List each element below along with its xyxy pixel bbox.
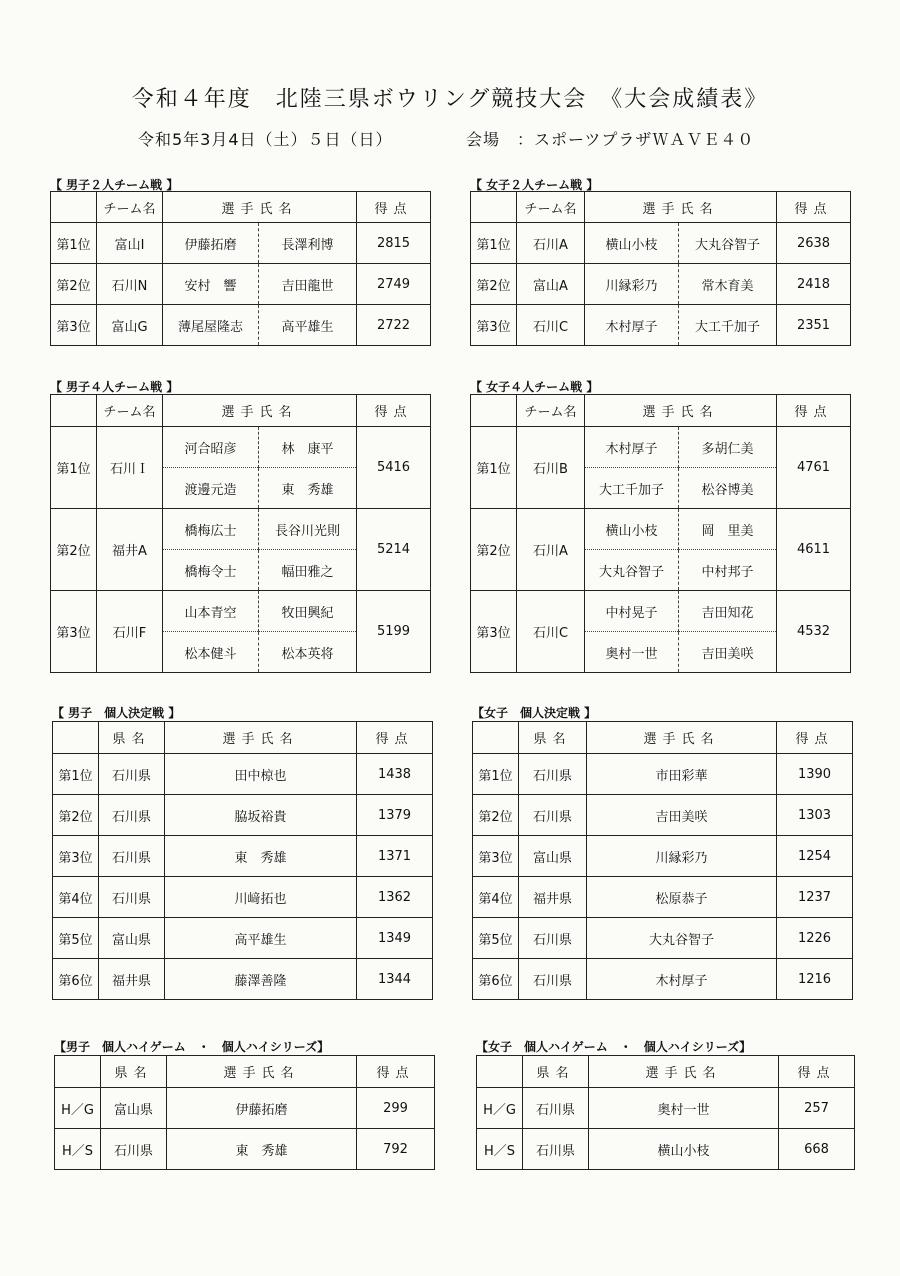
player-cell: 河合昭彦	[163, 427, 259, 468]
score-cell: 1438	[357, 754, 433, 795]
header-team: チーム名	[517, 192, 585, 223]
women-high-table	[476, 1055, 855, 1170]
header-blank	[51, 395, 97, 427]
rank-cell: 第2位	[51, 264, 97, 305]
rank-cell: 第4位	[473, 877, 519, 918]
player-cell: 松本健斗	[163, 632, 259, 673]
table-row	[473, 959, 853, 1000]
rank-cell: 第1位	[471, 223, 517, 264]
team-cell: 富山I	[97, 223, 163, 264]
table-row	[471, 427, 851, 468]
men-individual-label: 【 男子 個人決定戦 】	[52, 706, 181, 720]
score-cell: 299	[357, 1088, 435, 1129]
pref-cell: 石川県	[519, 754, 587, 795]
pref-cell: 石川県	[523, 1129, 589, 1170]
player-cell: 吉田知花	[679, 591, 777, 632]
rank-cell: 第1位	[51, 427, 97, 509]
pref-cell: 富山県	[99, 918, 165, 959]
player-cell: 薄尾屋隆志	[163, 305, 259, 346]
player-cell: 奥村一世	[589, 1088, 779, 1129]
player-cell: 山本青空	[163, 591, 259, 632]
rank-cell: 第1位	[471, 427, 517, 509]
men-high-table	[54, 1055, 435, 1170]
rank-cell: H／G	[477, 1088, 523, 1129]
table-row	[473, 877, 853, 918]
header-blank	[55, 1056, 101, 1088]
player-cell: 渡邊元造	[163, 468, 259, 509]
player-cell: 川縁彩乃	[587, 836, 777, 877]
score-cell: 1379	[357, 795, 433, 836]
table-row	[53, 836, 433, 877]
rank-cell: 第2位	[471, 264, 517, 305]
player-cell: 幅田雅之	[259, 550, 357, 591]
table-row	[53, 754, 433, 795]
women-individual-table	[472, 721, 853, 1000]
team-cell: 石川C	[517, 591, 585, 673]
rank-cell: 第2位	[473, 795, 519, 836]
player-cell: 吉田美咲	[587, 795, 777, 836]
header-score: 得点	[779, 1056, 855, 1088]
table-row	[51, 591, 431, 632]
header-players: 選手氏名	[589, 1056, 779, 1088]
team-cell: 石川C	[517, 305, 585, 346]
pref-cell: 石川県	[519, 959, 587, 1000]
score-cell: 4761	[777, 427, 851, 509]
header-score: 得点	[777, 722, 853, 754]
header-blank	[473, 722, 519, 754]
score-cell: 2418	[777, 264, 851, 305]
table-row	[51, 509, 431, 550]
rank-cell: 第4位	[53, 877, 99, 918]
table-row	[477, 1129, 855, 1170]
women-high-label: 【女子 個人ハイゲーム ・ 個人ハイシリーズ】	[476, 1040, 752, 1054]
rank-cell: 第3位	[51, 591, 97, 673]
pref-cell: 石川県	[519, 918, 587, 959]
header-team: チーム名	[517, 395, 585, 427]
header-score: 得点	[357, 1056, 435, 1088]
score-cell: 1362	[357, 877, 433, 918]
rank-cell: H／S	[55, 1129, 101, 1170]
team-cell: 石川A	[517, 223, 585, 264]
header-pref: 県名	[523, 1056, 589, 1088]
table-row	[471, 305, 851, 346]
table-row	[51, 264, 431, 305]
event-venue: 会場 ：スポーツプラザＷＡＶＥ４０	[466, 130, 755, 149]
team-cell: 石川Ｉ	[97, 427, 163, 509]
score-cell: 1226	[777, 918, 853, 959]
player-cell: 東 秀雄	[259, 468, 357, 509]
pref-cell: 富山県	[519, 836, 587, 877]
player-cell: 橋梅広士	[163, 509, 259, 550]
header-players: 選手氏名	[163, 192, 357, 223]
header-score: 得点	[357, 192, 431, 223]
event-date: 令和5年3月4日（土）５日（日）	[138, 130, 393, 149]
team-cell: 福井A	[97, 509, 163, 591]
score-cell: 2638	[777, 223, 851, 264]
page-title: 令和４年度 北陸三県ボウリング競技大会 《大会成績表》	[131, 87, 769, 112]
header-players: 選手氏名	[163, 395, 357, 427]
table-row	[51, 305, 431, 346]
women-team4-label: 【 女子４人チーム戦 】	[470, 380, 599, 394]
rank-cell: 第3位	[471, 305, 517, 346]
pref-cell: 石川県	[99, 754, 165, 795]
table-row	[51, 223, 431, 264]
player-cell: 藤澤善隆	[165, 959, 357, 1000]
score-cell: 1349	[357, 918, 433, 959]
rank-cell: 第1位	[473, 754, 519, 795]
table-row	[471, 264, 851, 305]
rank-cell: 第2位	[53, 795, 99, 836]
score-cell: 257	[779, 1088, 855, 1129]
rank-cell: 第3位	[471, 591, 517, 673]
men-high-label: 【男子 個人ハイゲーム ・ 個人ハイシリーズ】	[54, 1040, 330, 1054]
women-individual-label: 【女子 個人決定戦 】	[472, 706, 597, 720]
table-row	[53, 918, 433, 959]
table-row	[53, 795, 433, 836]
player-cell: 常木育美	[679, 264, 777, 305]
score-cell: 1390	[777, 754, 853, 795]
rank-cell: 第3位	[51, 305, 97, 346]
player-cell: 長谷川光則	[259, 509, 357, 550]
rank-cell: 第3位	[473, 836, 519, 877]
table-row	[53, 959, 433, 1000]
header-players: 選手氏名	[585, 395, 777, 427]
table-row	[473, 918, 853, 959]
player-cell: 木村厚子	[587, 959, 777, 1000]
rank-cell: 第5位	[53, 918, 99, 959]
player-cell: 田中椋也	[165, 754, 357, 795]
men-individual-table	[52, 721, 433, 1000]
player-cell: 大丸谷智子	[587, 918, 777, 959]
rank-cell: 第1位	[53, 754, 99, 795]
score-cell: 4532	[777, 591, 851, 673]
score-cell: 1237	[777, 877, 853, 918]
header-players: 選手氏名	[587, 722, 777, 754]
men-team4-table	[50, 394, 431, 673]
header-blank	[51, 192, 97, 223]
score-cell: 2722	[357, 305, 431, 346]
team-cell: 石川B	[517, 427, 585, 509]
women-doubles-table	[470, 191, 851, 346]
score-cell: 5199	[357, 591, 431, 673]
player-cell: 吉田美咲	[679, 632, 777, 673]
rank-cell: 第2位	[471, 509, 517, 591]
team-cell: 石川A	[517, 509, 585, 591]
pref-cell: 石川県	[101, 1129, 167, 1170]
score-cell: 2749	[357, 264, 431, 305]
score-cell: 668	[779, 1129, 855, 1170]
header-blank	[53, 722, 99, 754]
header-pref: 県名	[519, 722, 587, 754]
player-cell: 東 秀雄	[167, 1129, 357, 1170]
rank-cell: 第2位	[51, 509, 97, 591]
table-row	[471, 591, 851, 632]
header-team: チーム名	[97, 192, 163, 223]
score-cell: 1216	[777, 959, 853, 1000]
table-row	[53, 877, 433, 918]
player-cell: 伊藤拓磨	[163, 223, 259, 264]
player-cell: 横山小枝	[589, 1129, 779, 1170]
header-pref: 県名	[99, 722, 165, 754]
women-doubles-label: 【 女子２人チーム戦 】	[470, 178, 599, 192]
score-cell: 4611	[777, 509, 851, 591]
rank-cell: H／G	[55, 1088, 101, 1129]
header-pref: 県名	[101, 1056, 167, 1088]
player-cell: 岡 里美	[679, 509, 777, 550]
pref-cell: 富山県	[101, 1088, 167, 1129]
table-row	[473, 754, 853, 795]
team-cell: 富山A	[517, 264, 585, 305]
player-cell: 大工千加子	[679, 305, 777, 346]
pref-cell: 石川県	[519, 795, 587, 836]
table-row	[55, 1088, 435, 1129]
pref-cell: 石川県	[99, 836, 165, 877]
header-blank	[471, 395, 517, 427]
pref-cell: 石川県	[99, 795, 165, 836]
score-cell: 2815	[357, 223, 431, 264]
player-cell: 林 康平	[259, 427, 357, 468]
header-blank	[471, 192, 517, 223]
player-cell: 長澤利博	[259, 223, 357, 264]
player-cell: 川﨑拓也	[165, 877, 357, 918]
table-row	[471, 509, 851, 550]
header-players: 選手氏名	[167, 1056, 357, 1088]
pref-cell: 石川県	[99, 877, 165, 918]
score-cell: 5416	[357, 427, 431, 509]
table-row	[473, 836, 853, 877]
score-cell: 1254	[777, 836, 853, 877]
player-cell: 横山小枝	[585, 509, 679, 550]
header-score: 得点	[777, 395, 851, 427]
header-score: 得点	[357, 395, 431, 427]
player-cell: 多胡仁美	[679, 427, 777, 468]
player-cell: 安村 響	[163, 264, 259, 305]
rank-cell: 第6位	[473, 959, 519, 1000]
player-cell: 大工千加子	[585, 468, 679, 509]
player-cell: 吉田龍世	[259, 264, 357, 305]
table-row	[51, 427, 431, 468]
header-team: チーム名	[97, 395, 163, 427]
rank-cell: H／S	[477, 1129, 523, 1170]
player-cell: 高平雄生	[165, 918, 357, 959]
score-cell: 5214	[357, 509, 431, 591]
player-cell: 高平雄生	[259, 305, 357, 346]
player-cell: 松原恭子	[587, 877, 777, 918]
player-cell: 中村邦子	[679, 550, 777, 591]
rank-cell: 第1位	[51, 223, 97, 264]
header-players: 選手氏名	[585, 192, 777, 223]
men-doubles-label: 【 男子２人チーム戦 】	[50, 178, 179, 192]
player-cell: 脇坂裕貴	[165, 795, 357, 836]
player-cell: 川縁彩乃	[585, 264, 679, 305]
header-blank	[477, 1056, 523, 1088]
player-cell: 牧田興紀	[259, 591, 357, 632]
pref-cell: 福井県	[99, 959, 165, 1000]
player-cell: 木村厚子	[585, 305, 679, 346]
score-cell: 792	[357, 1129, 435, 1170]
pref-cell: 石川県	[523, 1088, 589, 1129]
header-players: 選手氏名	[165, 722, 357, 754]
player-cell: 奥村一世	[585, 632, 679, 673]
score-cell: 1303	[777, 795, 853, 836]
men-team4-label: 【 男子４人チーム戦 】	[50, 380, 179, 394]
player-cell: 松本英将	[259, 632, 357, 673]
player-cell: 横山小枝	[585, 223, 679, 264]
player-cell: 松谷博美	[679, 468, 777, 509]
player-cell: 橋梅令士	[163, 550, 259, 591]
women-team4-table	[470, 394, 851, 673]
player-cell: 木村厚子	[585, 427, 679, 468]
player-cell: 伊藤拓磨	[167, 1088, 357, 1129]
rank-cell: 第3位	[53, 836, 99, 877]
player-cell: 市田彩華	[587, 754, 777, 795]
pref-cell: 福井県	[519, 877, 587, 918]
team-cell: 石川F	[97, 591, 163, 673]
score-cell: 1371	[357, 836, 433, 877]
score-cell: 2351	[777, 305, 851, 346]
table-row	[477, 1088, 855, 1129]
rank-cell: 第5位	[473, 918, 519, 959]
table-row	[471, 223, 851, 264]
player-cell: 大丸谷智子	[585, 550, 679, 591]
table-row	[473, 795, 853, 836]
team-cell: 石川N	[97, 264, 163, 305]
rank-cell: 第6位	[53, 959, 99, 1000]
player-cell: 東 秀雄	[165, 836, 357, 877]
player-cell: 中村晃子	[585, 591, 679, 632]
team-cell: 富山G	[97, 305, 163, 346]
header-score: 得点	[357, 722, 433, 754]
player-cell: 大丸谷智子	[679, 223, 777, 264]
score-cell: 1344	[357, 959, 433, 1000]
header-score: 得点	[777, 192, 851, 223]
men-doubles-table	[50, 191, 431, 346]
table-row	[55, 1129, 435, 1170]
